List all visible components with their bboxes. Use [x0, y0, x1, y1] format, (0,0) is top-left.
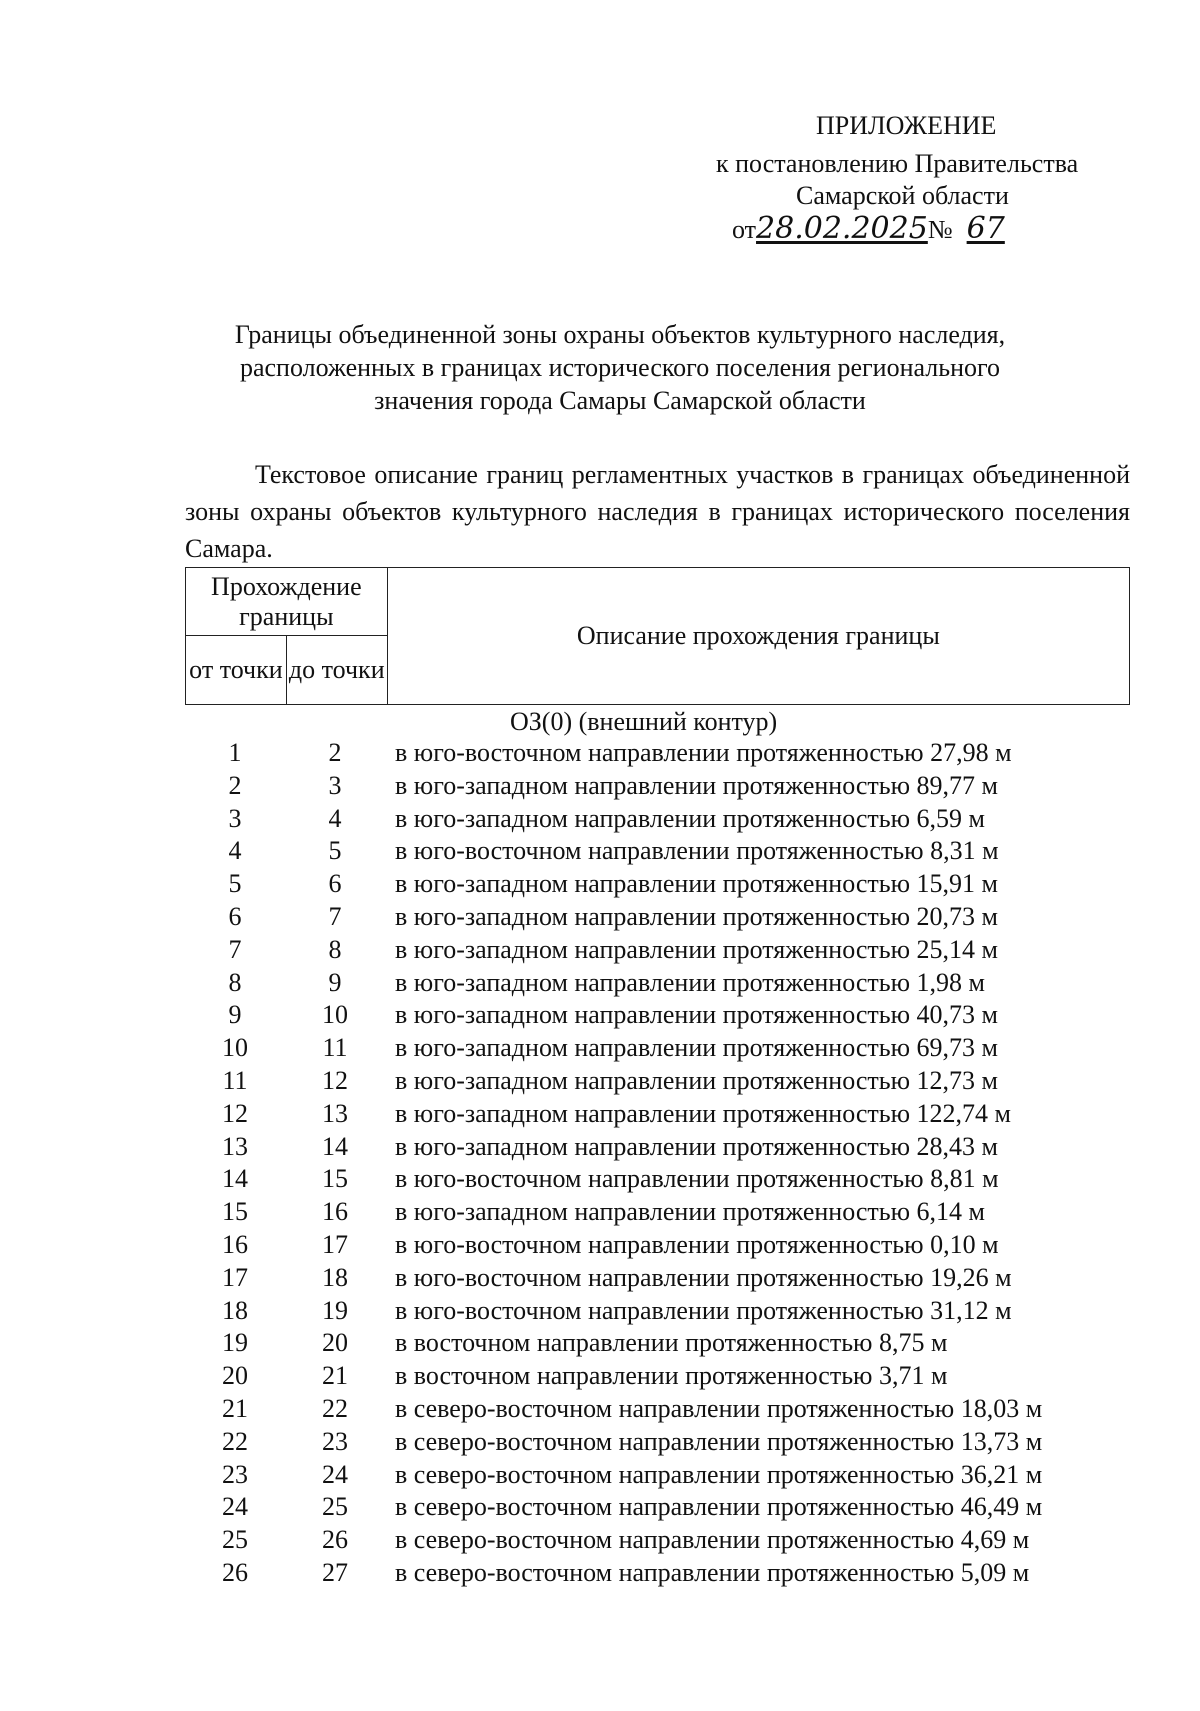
row-description: в северо-восточном направлении протяженностью 18,03 м: [395, 1393, 1043, 1423]
table-row: [0, 1393, 1200, 1426]
row-to-point: 6: [328, 869, 342, 899]
section-title: ОЗ(0) (внешний контур): [510, 707, 778, 736]
row-description: в северо-восточном направлении протяженностью 36,21 м: [395, 1459, 1043, 1489]
row-from-point: 13: [222, 1131, 248, 1161]
row-description: в юго-западном направлении протяженностью 25,14 м: [395, 934, 998, 964]
table-row: [0, 1229, 1200, 1262]
appendix-region: Самарской области: [796, 181, 1009, 210]
row-to-point: 18: [322, 1262, 348, 1292]
row-to-point: 12: [322, 1065, 348, 1095]
row-description: в юго-западном направлении протяженностью 89,77 м: [395, 770, 998, 800]
row-from-point: 14: [222, 1164, 248, 1194]
row-to-point: 25: [322, 1492, 348, 1522]
row-to-point: 2: [328, 738, 342, 767]
row-to-point: 19: [322, 1295, 348, 1325]
row-description: в юго-западном направлении протяженностью 20,73 м: [395, 901, 998, 931]
row-from-point: 24: [222, 1492, 248, 1522]
row-description: в северо-восточном направлении протяженностью 13,73 м: [395, 1426, 1043, 1456]
row-from-point: 19: [222, 1328, 248, 1358]
row-description: в юго-западном направлении протяженностью 15,91 м: [395, 869, 998, 899]
row-from-point: 12: [222, 1098, 248, 1128]
title-line-1: Границы объединенной зоны охраны объектов культурного наследия,: [234, 320, 1006, 349]
table-row: [0, 1262, 1200, 1295]
row-to-point: 14: [322, 1131, 348, 1161]
row-from-point: 23: [222, 1459, 248, 1489]
row-description: в юго-западном направлении протяженностью 69,73 м: [395, 1033, 998, 1063]
row-to-point: 17: [322, 1229, 348, 1259]
row-from-point: 3: [228, 803, 242, 833]
table-row: [0, 1196, 1200, 1229]
row-from-point: 8: [228, 967, 242, 997]
table-row: [0, 1065, 1200, 1098]
table-row: [0, 1459, 1200, 1492]
row-to-point: 21: [322, 1361, 348, 1391]
row-description: в юго-западном направлении протяженностью 12,73 м: [395, 1065, 998, 1095]
table-row: [0, 1098, 1200, 1131]
row-to-point: 5: [328, 836, 342, 866]
header-to-cell: до точки: [286, 636, 387, 705]
boundary-rows: [0, 737, 1200, 1590]
row-from-point: 17: [222, 1262, 248, 1292]
row-from-point: 9: [228, 1000, 242, 1030]
table-row: [0, 1032, 1200, 1065]
header-group-cell: Прохождение границы: [186, 568, 388, 636]
row-to-point: 8: [328, 934, 342, 964]
appendix-dateline: [732, 213, 1037, 246]
row-description: в юго-западном направлении протяженностью 6,59 м: [395, 803, 985, 833]
row-description: в восточном направлении протяженностью 8,75 м: [395, 1328, 948, 1358]
number-prefix: №: [927, 215, 953, 244]
row-description: в юго-восточном направлении протяженностью 8,31 м: [395, 836, 999, 866]
row-to-point: 16: [322, 1197, 348, 1227]
row-to-point: 27: [322, 1557, 348, 1587]
table-row: [0, 1327, 1200, 1360]
row-to-point: 20: [322, 1328, 348, 1358]
table-row: [0, 1360, 1200, 1393]
row-from-point: 7: [228, 934, 242, 964]
appendix-resolution-ref: к постановлению Правительства: [716, 149, 1079, 178]
header-from-cell: от точки: [186, 636, 287, 705]
table-row: [0, 1557, 1200, 1590]
intro-paragraph: Текстовое описание границ регламентных участков в границах объединенной зоны охраны объектов культурного наследия в границах исторического поселения Самара.: [185, 460, 1130, 563]
document-title: [150, 318, 1090, 417]
row-from-point: 26: [222, 1557, 248, 1587]
row-description: в юго-западном направлении протяженностью 28,43 м: [395, 1131, 998, 1161]
row-description: в юго-западном направлении протяженностью 1,98 м: [395, 967, 985, 997]
row-from-point: 4: [228, 836, 242, 866]
row-from-point: 2: [228, 770, 242, 800]
row-from-point: 16: [222, 1229, 248, 1259]
title-line-3: значения города Самары Самарской области: [374, 386, 866, 415]
row-from-point: 1: [228, 738, 242, 767]
boundary-table-header: [185, 567, 1130, 705]
table-row: [0, 1131, 1200, 1164]
row-from-point: 20: [222, 1361, 248, 1391]
row-to-point: 3: [328, 770, 342, 800]
row-to-point: 24: [322, 1459, 348, 1489]
row-to-point: 9: [328, 967, 342, 997]
row-to-point: 11: [322, 1033, 348, 1063]
row-description: в северо-восточном направлении протяженностью 5,09 м: [395, 1557, 1030, 1587]
row-from-point: 22: [222, 1426, 248, 1456]
table-row: [0, 737, 1200, 770]
table-row: [0, 1491, 1200, 1524]
handwritten-number: 67: [966, 211, 1005, 246]
row-to-point: 26: [322, 1525, 348, 1555]
table-row: [0, 1295, 1200, 1328]
title-line-2: расположенных в границах исторического поселения регионального: [239, 353, 1001, 382]
row-from-point: 25: [222, 1525, 248, 1555]
row-description: в юго-восточном направлении протяженностью 0,10 м: [395, 1229, 999, 1259]
table-row: [0, 868, 1200, 901]
row-description: в юго-западном направлении протяженностью 40,73 м: [395, 1000, 998, 1030]
row-to-point: 10: [322, 1000, 348, 1030]
row-from-point: 6: [228, 901, 242, 931]
row-from-point: 18: [222, 1295, 248, 1325]
appendix-title: ПРИЛОЖЕНИЕ: [816, 111, 997, 140]
row-from-point: 11: [222, 1065, 248, 1095]
row-to-point: 7: [328, 901, 342, 931]
table-row: [0, 999, 1200, 1032]
row-description: в восточном направлении протяженностью 3,71 м: [395, 1361, 948, 1391]
row-description: в северо-восточном направлении протяженностью 4,69 м: [395, 1525, 1030, 1555]
row-description: в юго-восточном направлении протяженностью 8,81 м: [395, 1164, 999, 1194]
row-from-point: 5: [228, 869, 242, 899]
table-row: [0, 934, 1200, 967]
row-to-point: 4: [328, 803, 342, 833]
row-description: в юго-восточном направлении протяженностью 31,12 м: [395, 1295, 1012, 1325]
row-description: в юго-западном направлении протяженностью 122,74 м: [395, 1098, 1011, 1128]
row-description: в юго-восточном направлении протяженностью 27,98 м: [395, 738, 1012, 767]
table-row: [0, 1426, 1200, 1459]
table-row: [0, 835, 1200, 868]
row-description: в северо-восточном направлении протяженностью 46,49 м: [395, 1492, 1043, 1522]
row-to-point: 13: [322, 1098, 348, 1128]
date-prefix: от: [732, 215, 757, 244]
table-row: [0, 901, 1200, 934]
header-description-cell: Описание прохождения границы: [387, 568, 1129, 705]
table-row: [0, 1524, 1200, 1557]
row-to-point: 23: [322, 1426, 348, 1456]
table-row: [0, 967, 1200, 1000]
row-to-point: 22: [322, 1393, 348, 1423]
row-from-point: 10: [222, 1033, 248, 1063]
handwritten-date: 28.02.2025: [756, 211, 928, 246]
row-to-point: 15: [322, 1164, 348, 1194]
row-from-point: 15: [222, 1197, 248, 1227]
row-from-point: 21: [222, 1393, 248, 1423]
row-description: в юго-западном направлении протяженностью 6,14 м: [395, 1197, 985, 1227]
table-row: [0, 770, 1200, 803]
row-description: в юго-восточном направлении протяженностью 19,26 м: [395, 1262, 1012, 1292]
table-row: [0, 803, 1200, 836]
table-row: [0, 1163, 1200, 1196]
